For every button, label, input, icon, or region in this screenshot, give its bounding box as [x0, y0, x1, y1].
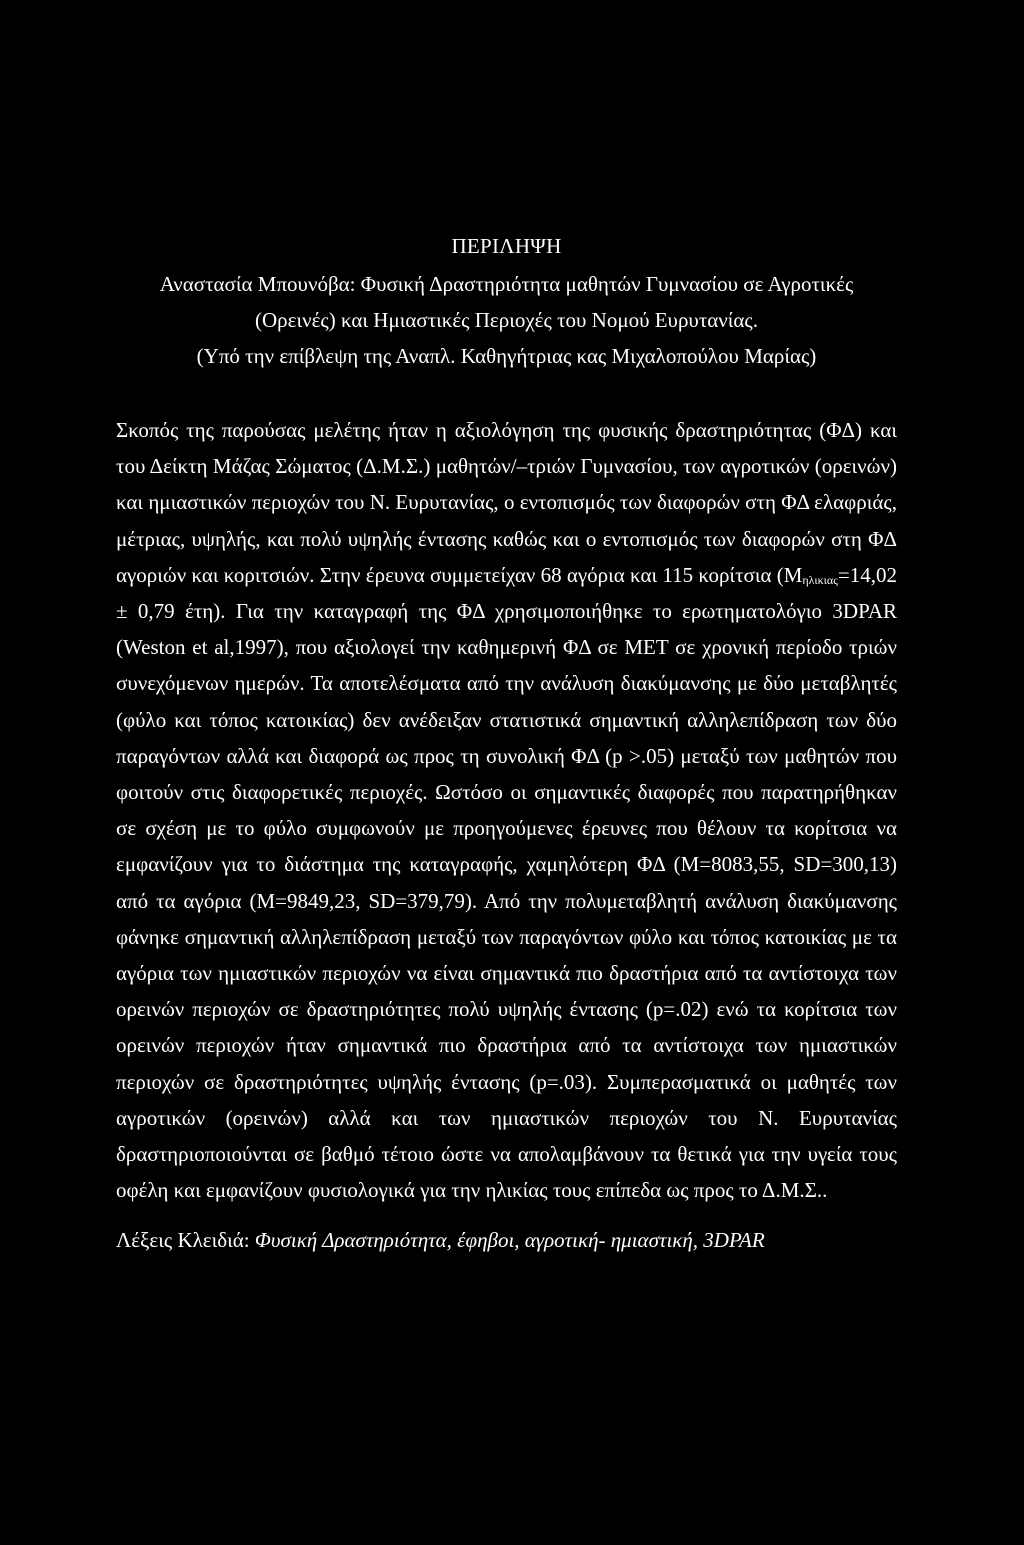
age-subscript: ηλικιας — [802, 572, 838, 587]
thesis-author-title-line: Αναστασία Μπουνόβα: Φυσική Δραστηριότητα μαθητών Γυμνασίου σε Αγροτικές — [159, 272, 854, 296]
abstract-body — [116, 412, 897, 1208]
abstract-text-part1: Σκοπός της παρούσας μελέτης ήταν η αξιολόγηση της φυσικής δραστηριότητας (ΦΔ) και του Δείκτη Μάζας Σώματος (Δ.Μ.Σ.) μαθητών/–τριών Γυμνασίου, των αγροτικών (ορεινών) και ημιαστικών περιοχών του Ν. Ευρυτανίας, ο εντοπισμός των διαφορών στη ΦΔ ελαφριάς, μέτριας, υψηλής, και πολύ υψηλής έντασης καθώς και ο εντοπισμός των διαφορών στη ΦΔ αγοριών και κοριτσιών. Στην έρευνα συμμετείχαν 68 αγόρια και 115 κορίτσια (Μ — [116, 418, 897, 587]
keywords-label: Λέξεις Κλειδιά: — [116, 1228, 255, 1253]
page-title: ΠΕΡΙΛΗΨΗ — [451, 234, 562, 258]
thesis-supervisor-line: (Υπό την επίβλεψη της Αναπλ. Καθηγήτριας κας Μιχαλοπούλου Μαρίας) — [196, 344, 817, 368]
keywords-values: Φυσική Δραστηριότητα, έφηβοι, αγροτική- ημιαστική, 3DPAR — [254, 1228, 765, 1253]
keywords-line — [116, 1225, 897, 1255]
thesis-header — [116, 266, 897, 374]
abstract-page — [116, 232, 897, 1255]
thesis-title-continuation-line: (Ορεινές) και Ημιαστικές Περιοχές του Νομού Ευρυτανίας. — [255, 308, 758, 332]
abstract-text-part2: =14,02 ± 0,79 έτη). Για την καταγραφή της ΦΔ χρησιμοποιήθηκε το ερωτηματολόγιο 3DPAR (Weston et al,1997), που αξιολογεί την καθημερινή ΦΔ σε ΜΕΤ σε χρονική περίοδο τριών συνεχόμενων ημερών. Τα αποτελέσματα από την ανάλυση διακύμανσης με δύο μεταβλητές (φύλο και τόπος κατοικίας) δεν ανέδειξαν στατιστικά σημαντική αλληλεπίδραση των δύο παραγόντων αλλά και διαφορά ως προς τη συνολική ΦΔ (p >.05) μεταξύ των μαθητών που φοιτούν στις διαφορετικές περιοχές. Ωστόσο οι σημαντικές διαφορές που παρατηρήθηκαν σε σχέση με το φύλο συμφωνούν με προηγούμενες έρευνες που θέλουν τα κορίτσια να εμφανίζουν για το διάστημα της καταγραφής, χαμηλότερη ΦΔ (Μ=8083,55, SD=300,13) από τα αγόρια (Μ=9849,23, SD=379,79). Από την πολυμεταβλητή ανάλυση διακύμανσης φάνηκε σημαντική αλληλεπίδραση μεταξύ των παραγόντων φύλο και τόπος κατοικίας με τα αγόρια των ημιαστικών περιοχών να είναι σημαντικά πιο δραστήρια από τα αντίστοιχα των ορεινών περιοχών σε δραστηριότητες πολύ υψηλής έντασης (p=.02) ενώ τα κορίτσια των ορεινών περιοχών ήταν σημαντικά πιο δραστήρια από τα αντίστοιχα των ημιαστικών περιοχών σε δραστηριότητες υψηλής έντασης (p=.03). Συμπερασματικά οι μαθητές των αγροτικών (ορεινών) αλλά και των ημιαστικών περιοχών του Ν. Ευρυτανίας δραστηριοποιούνται σε βαθμό τέτοιο ώστε να απολαμβάνουν τα θετικά για την υγεία τους οφέλη και εμφανίζουν φυσιολογικά για την ηλικίας τους επίπεδα ως προς το Δ.Μ.Σ.. — [116, 562, 897, 1203]
